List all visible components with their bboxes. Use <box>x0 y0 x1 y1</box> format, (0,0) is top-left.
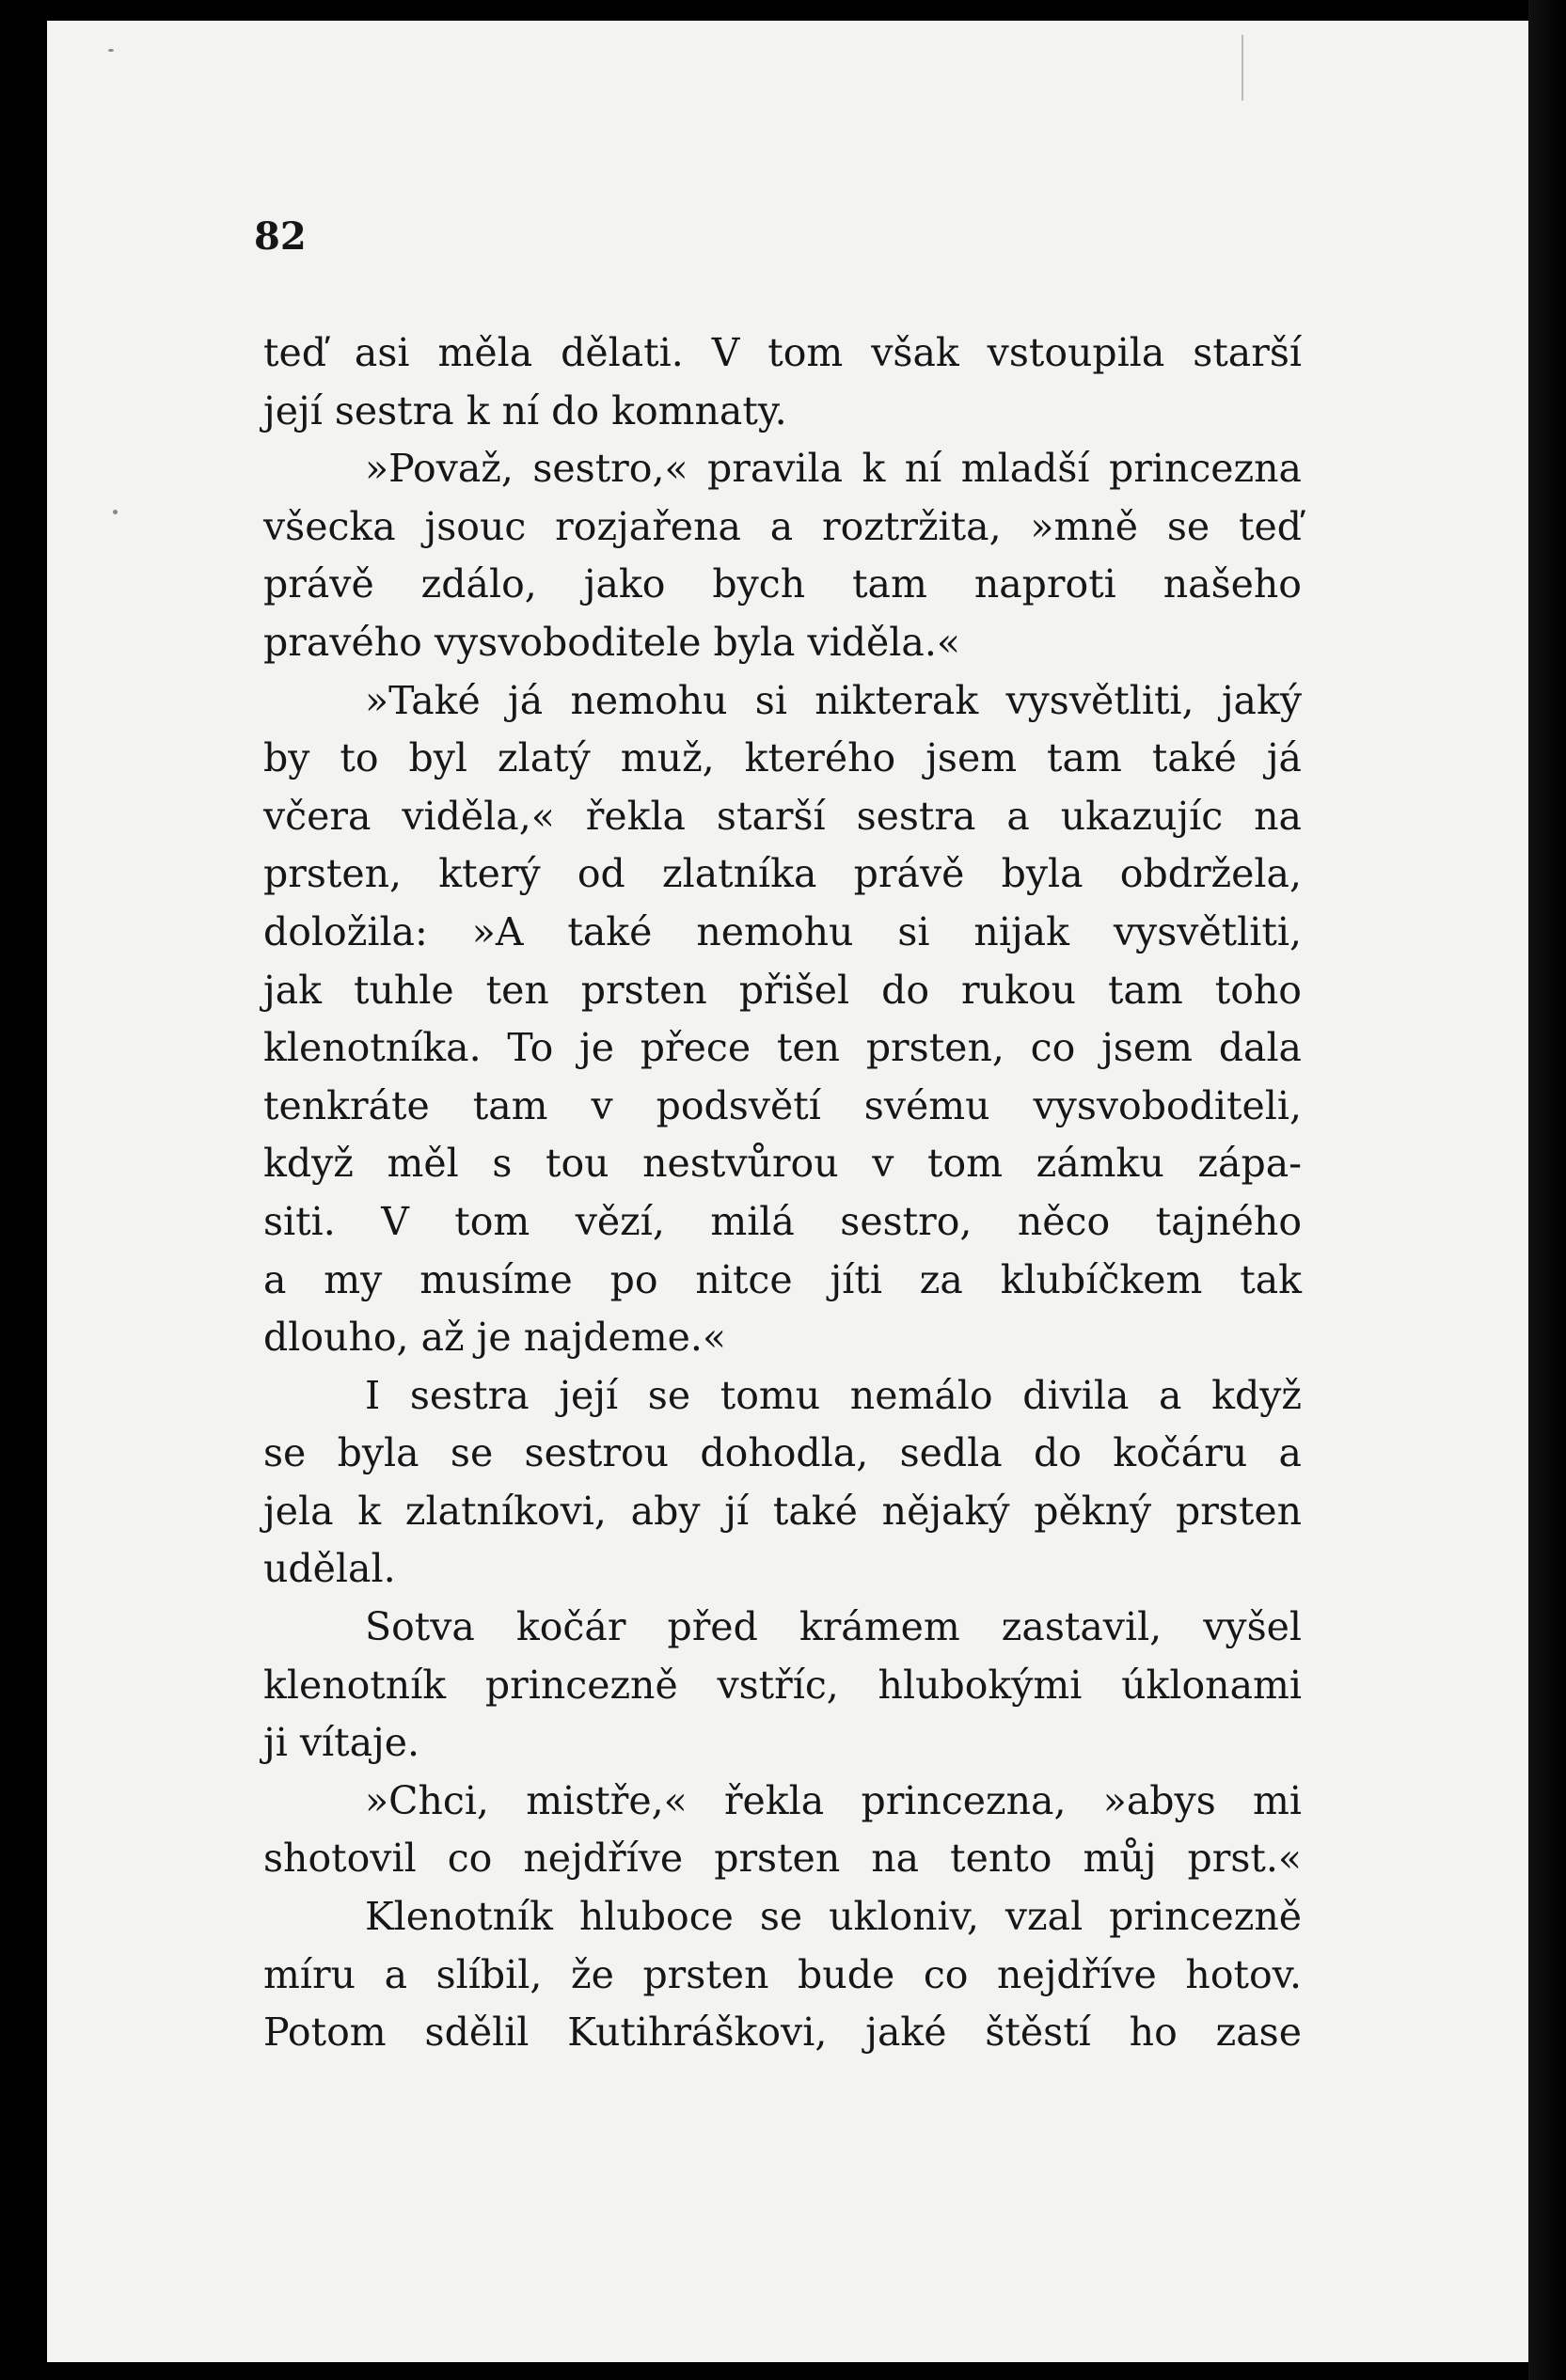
text-line: všecka jsouc rozjařena a roztržita, »mně se teď <box>263 503 1302 549</box>
text-line: »Také já nemohu si nikterak vysvětliti, jaký <box>365 677 1302 723</box>
text-line: »Považ, sestro,« pravila k ní mladší princezna <box>365 446 1302 492</box>
text-line: ji vítaje. <box>263 1720 420 1766</box>
dust-speck <box>113 510 118 514</box>
text-line: Klenotník hluboce se ukloniv, vzal princezně <box>365 1894 1302 1940</box>
text-line: Sotva kočár před krámem zastavil, vyšel <box>365 1604 1302 1650</box>
text-line: jak tuhle ten prsten přišel do rukou tam toho <box>263 967 1302 1013</box>
text-line: doložila: »A také nemohu si nijak vysvětliti, <box>263 908 1302 954</box>
text-line: udělal. <box>263 1546 396 1592</box>
text-line: I sestra její se tomu nemálo divila a když <box>365 1372 1302 1418</box>
text-line: siti. V tom vězí, milá sestro, něco tajného <box>263 1198 1302 1244</box>
text-line: její sestra k ní do komnaty. <box>263 387 787 433</box>
text-line: prsten, který od zlatníka právě byla obdržela, <box>263 851 1302 897</box>
text-line: shotovil co nejdříve prsten na tento můj prst.« <box>263 1836 1302 1882</box>
text-line: klenotníka. To je přece ten prsten, co jsem dala <box>263 1025 1302 1071</box>
text-line: včera viděla,« řekla starší sestra a ukazujíc na <box>263 793 1302 839</box>
page-edge-shadow <box>1528 0 1566 2380</box>
text-line: by to byl zlatý muž, kterého jsem tam také já <box>263 735 1302 781</box>
text-line: tenkráte tam v podsvětí svému vysvoboditeli, <box>263 1082 1302 1128</box>
text-line: míru a slíbil, že prsten bude co nejdříve hotov. <box>263 1951 1302 1997</box>
text-line: Potom sdělil Kutihráškovi, jaké štěstí ho zase <box>263 2010 1302 2056</box>
text-line: »Chci, mistře,« řekla princezna, »abys mi <box>365 1777 1302 1823</box>
page-crease <box>1242 35 1243 101</box>
text-line: když měl s tou nestvůrou v tom zámku zápa- <box>263 1141 1302 1187</box>
page-number: 82 <box>254 214 307 259</box>
text-line: právě zdálo, jako bych tam naproti našeho <box>263 561 1302 607</box>
body-text <box>263 324 1302 2062</box>
dust-speck <box>108 49 114 52</box>
text-line: a my musíme po nitce jíti za klubíčkem tak <box>263 1256 1302 1302</box>
text-line: klenotník princezně vstříc, hlubokými úklonami <box>263 1662 1302 1708</box>
text-line: teď asi měla dělati. V tom však vstoupila starší <box>263 330 1302 375</box>
text-line: pravého vysvoboditele byla viděla.« <box>263 619 960 665</box>
text-line: jela k zlatníkovi, aby jí také nějaký pěkný prsten <box>263 1488 1302 1534</box>
text-line: se byla se sestrou dohodla, sedla do kočáru a <box>263 1430 1302 1476</box>
text-line: dlouho, až je najdeme.« <box>263 1315 727 1361</box>
